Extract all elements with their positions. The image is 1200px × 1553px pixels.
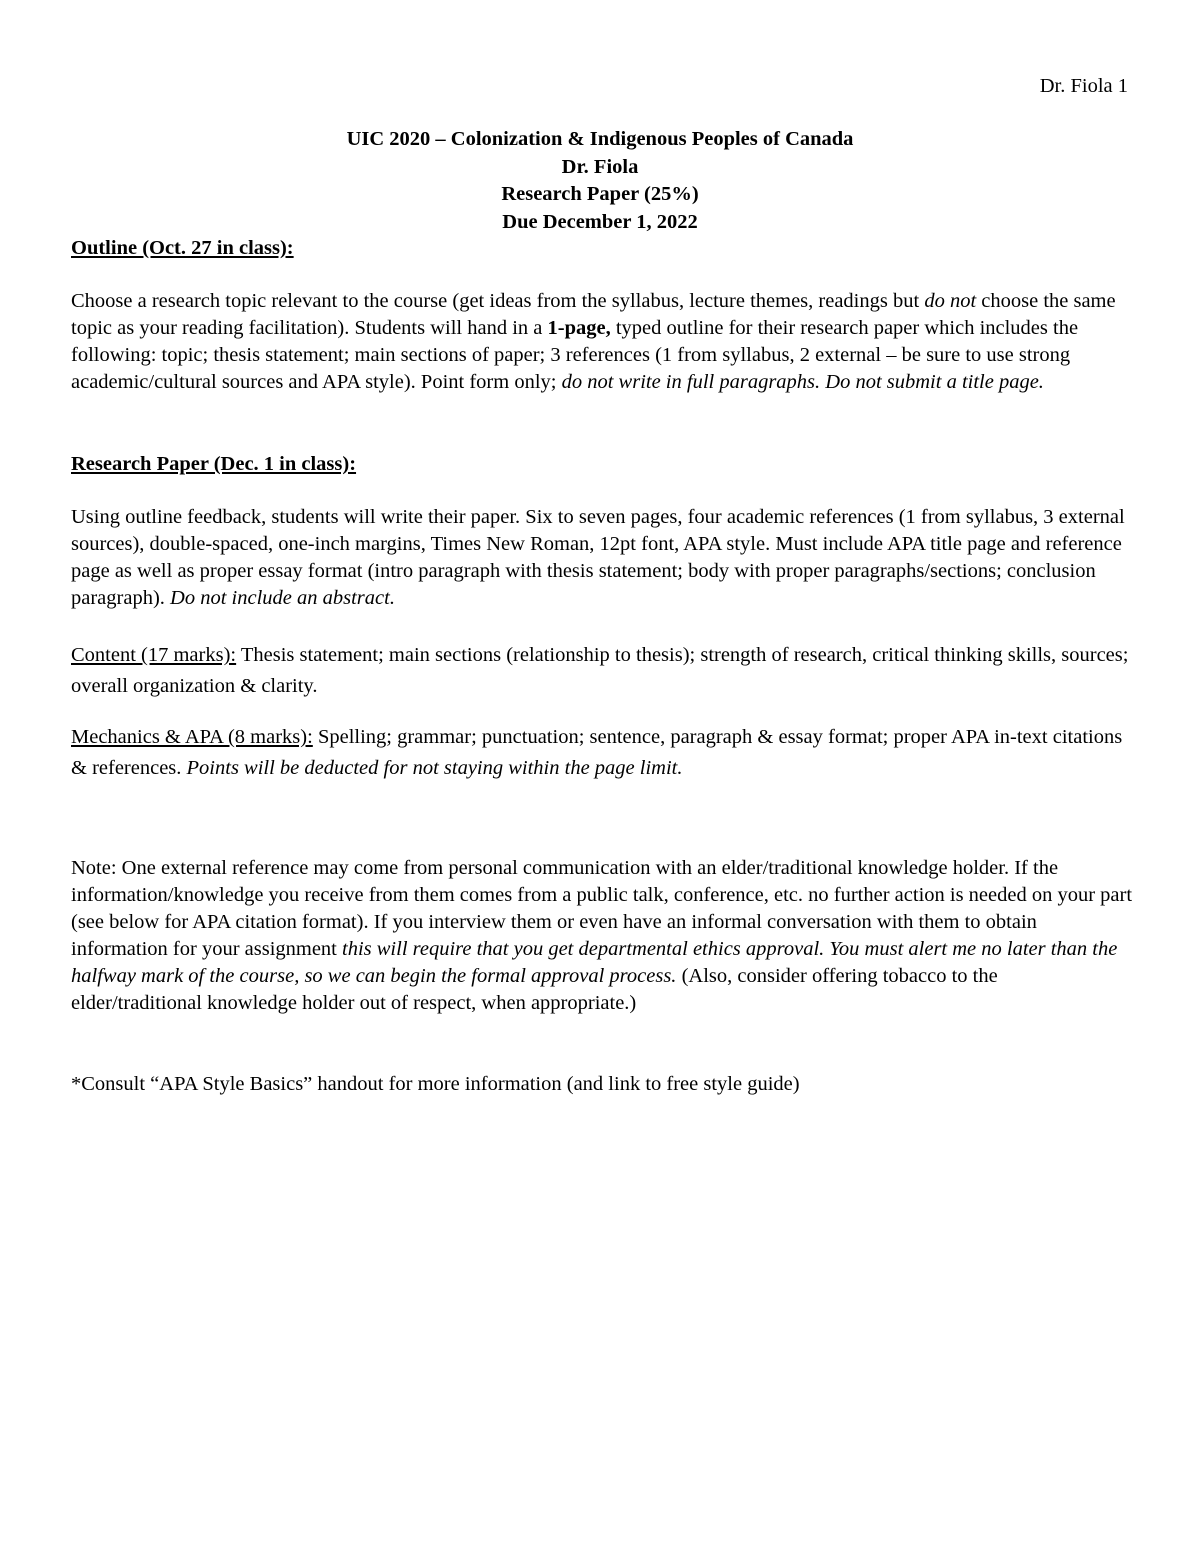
outline-text-3: typed outline for their research paper which includes the following: topic; thesis statement; main sections of paper; 3 references (1 from syllabus, 2 external – be sure to use strong academic/cultural sources and APA style). Point form only; [71,317,1079,393]
outline-text-1: Choose a research topic relevant to the course (get ideas from the syllabus, lecture themes, readings but [71,290,925,312]
outline-italic-2: do not write in full paragraphs. Do not submit a title page. [561,371,1044,393]
research-paper-heading: Research Paper (Dec. 1 in class): [71,453,357,475]
consult-line: *Consult “APA Style Basics” handout for more information (and link to free style guide) [71,1073,800,1095]
assignment-title: Research Paper (25%) [501,183,699,205]
mechanics-text: Spelling; grammar; punctuation; sentence, paragraph & essay format; proper APA in-text citations & references. [71,726,1123,779]
research-paper-italic: Do not include an abstract. [170,587,395,609]
mechanics-criteria [71,722,1133,784]
mechanics-label: Mechanics & APA (8 marks): [71,726,313,748]
outline-text-2: choose the same topic as your reading facilitation). Students will hand in a [71,290,1116,339]
instructor-name: Dr. Fiola [561,155,639,178]
note-text-1: Note: One external reference may come from personal communication with an elder/traditional knowledge holder. If the information/knowledge you receive from them comes from a public talk, conference, etc. no further action is needed on your part (see below for APA citation format). If you interview them or even have an informal conversation with them to obtain information for your assignment [71,857,1133,960]
note-text-2: (Also, consider offering tobacco to the elder/traditional knowledge holder out of respect, when appropriate.) [71,965,998,1014]
mechanics-italic: Points will be deducted for not staying within the page limit. [186,757,683,779]
research-paper-paragraph [71,504,1133,612]
outline-bold: 1-page, [547,317,611,339]
course-title: UIC 2020 – Colonization & Indigenous Peoples of Canada [346,128,854,150]
page-number: Dr. Fiola 1 [1039,75,1128,97]
due-date: Due December 1, 2022 [502,210,698,233]
outline-heading: Outline (Oct. 27 in class): [71,237,294,259]
note-paragraph [71,855,1133,1017]
outline-italic-1: do not [924,290,977,312]
content-text: Thesis statement; main sections (relationship to thesis); strength of research, critical thinking skills, sources; overall organization & clarity. [71,644,1129,697]
research-paper-text: Using outline feedback, students will write their paper. Six to seven pages, four academic references (1 from syllabus, 3 external sources), double-spaced, one-inch margins, Times New Roman, 12pt font, APA style. Must include APA title page and reference page as well as proper essay format (intro paragraph with thesis statement; body with proper paragraphs/sections; conclusion paragraph). [71,506,1125,609]
content-criteria [71,640,1133,702]
content-label: Content (17 marks): [71,644,237,666]
note-italic: this will require that you get departmental ethics approval. You must alert me no later than the halfway mark of the course, so we can begin the formal approval process. [71,938,1118,987]
outline-paragraph [71,288,1133,396]
title-block [0,126,1200,236]
